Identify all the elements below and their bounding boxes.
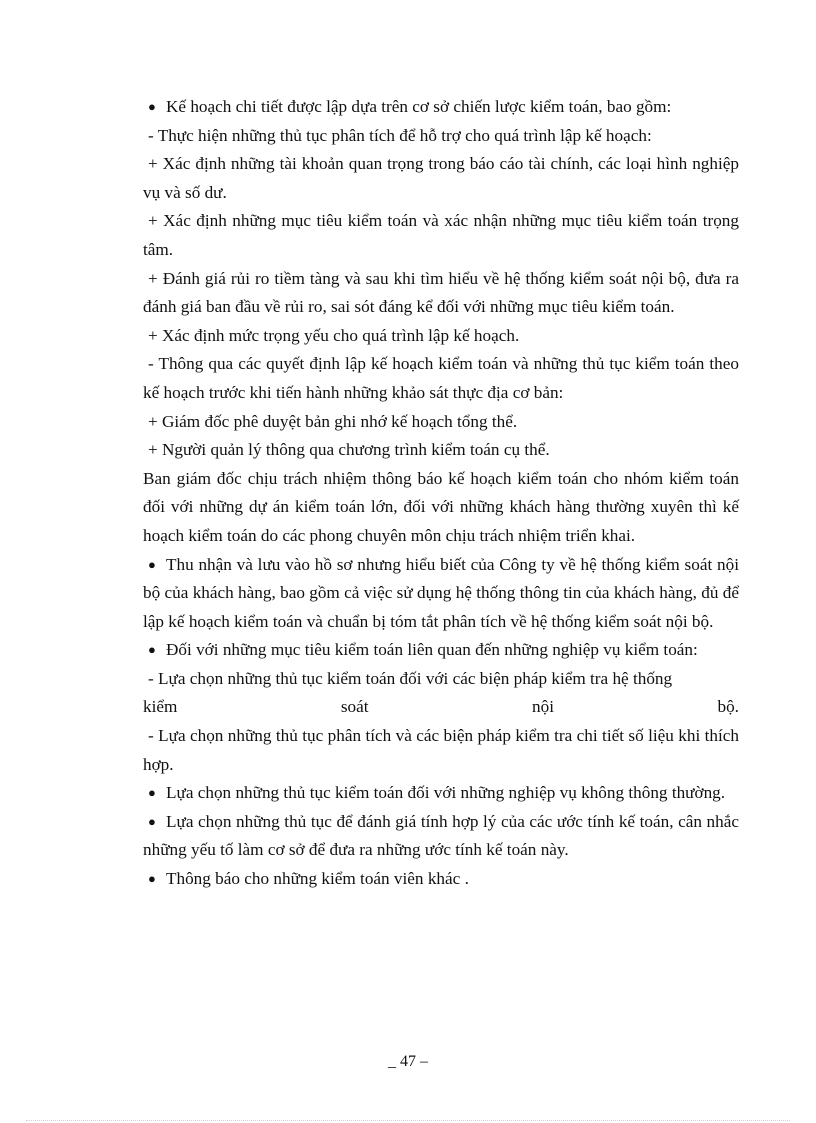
paragraph-text: Kế hoạch chi tiết được lập dựa trên cơ sở chiến lược kiểm toán, bao gồm: [166, 97, 672, 116]
spread-word: nội [532, 697, 554, 717]
bullet-paragraph [143, 865, 739, 894]
paragraph-text: - Lựa chọn những thủ tục phân tích và các biện pháp kiểm tra chi tiết số liệu khi thích hợp. [143, 726, 739, 774]
bullet-icon: ● [148, 642, 156, 658]
paragraph-text: Đối với những mục tiêu kiểm toán liên quan đến những nghiệp vụ kiểm toán: [166, 640, 698, 660]
paragraph-text: + Người quản lý thông qua chương trình kiểm toán cụ thể. [148, 440, 550, 460]
paragraph-text: + Xác định mức trọng yếu cho quá trình lập kế hoạch. [148, 325, 520, 345]
paragraph-text: - Thông qua các quyết định lập kế hoạch kiểm toán và những thủ tục kiểm toán theo kế hoạch trước khi tiến hành những khảo sát thực địa cơ bản: [143, 354, 739, 402]
bullet-paragraph [143, 636, 739, 665]
dash-paragraph [143, 122, 739, 151]
paragraph-text: Lựa chọn những thủ tục để đánh giá tính hợp lý của các ước tính kế toán, cân nhắc những yếu tố làm cơ sở để đưa ra những ước tính kế toán này. [143, 811, 739, 860]
paragraph-text: + Xác định những mục tiêu kiểm toán và xác nhận những mục tiêu kiểm toán trọng tâm. [143, 211, 739, 259]
bullet-paragraph [143, 93, 739, 122]
bullet-icon: ● [148, 99, 156, 114]
spread-word: bộ. [717, 697, 739, 717]
paragraph-text: Ban giám đốc chịu trách nhiệm thông báo kế hoạch kiểm toán cho nhóm kiểm toán đối với những dự án kiểm toán lớn, đối với những khách hàng thường xuyên thì kế hoạch kiểm toán do các phong chuyên môn chịu trách nhiệm triển khai. [143, 468, 739, 545]
plus-paragraph [143, 207, 739, 264]
bullet-icon: ● [148, 813, 156, 829]
page-number: _ 47 – [388, 1053, 428, 1070]
dash-paragraph [143, 350, 739, 407]
bullet-icon: ● [148, 556, 156, 572]
plus-paragraph [143, 322, 739, 351]
dash-paragraph [143, 722, 739, 779]
bullet-icon: ● [148, 871, 156, 887]
paragraph-text: + Giám đốc phê duyệt bản ghi nhớ kế hoạch tổng thể. [148, 411, 518, 431]
plus-paragraph [143, 436, 739, 465]
paragraph-text: - Thực hiện những thủ tục phân tích để hỗ trợ cho quá trình lập kế hoạch: [148, 125, 652, 145]
paragraph-text: + Xác định những tài khoản quan trọng trong báo cáo tài chính, các loại hình nghiệp vụ và số dư. [143, 154, 739, 202]
plain-paragraph [143, 465, 739, 551]
paragraph-text: - Lựa chọn những thủ tục kiểm toán đối với các biện pháp kiểm tra hệ thống [148, 668, 673, 688]
bullet-paragraph [143, 779, 739, 808]
paragraph-text: Thông báo cho những kiểm toán viên khác . [166, 869, 469, 889]
dash-paragraph [143, 665, 739, 694]
plus-paragraph [143, 150, 739, 207]
paragraph-text: Thu nhận và lưu vào hồ sơ nhưng hiểu biết của Công ty về hệ thống kiểm soát nội bộ của khách hàng, bao gồm cả việc sử dụng hệ thống thông tin của khách hàng, đủ để lập kế hoạch kiểm toán và chuẩn bị tóm tắt phân tích về hệ thống kiểm soát nội bộ. [143, 554, 739, 631]
bullet-paragraph [143, 551, 739, 637]
plus-paragraph [143, 265, 739, 322]
spread-word: kiểm [143, 697, 178, 717]
paragraph-text: Lựa chọn những thủ tục kiểm toán đối với những nghiệp vụ không thông thường. [166, 783, 726, 803]
spread-line [143, 693, 739, 722]
plus-paragraph [143, 408, 739, 437]
spread-word: soát [340, 697, 369, 717]
document-body [143, 93, 739, 894]
bullet-paragraph [143, 808, 739, 865]
paragraph-text: + Đánh giá rủi ro tiềm tàng và sau khi tìm hiểu về hệ thống kiểm soát nội bộ, đưa ra đánh giá ban đầu về rủi ro, sai sót đáng kể đối với những mục tiêu kiểm toán. [143, 268, 739, 317]
bullet-icon: ● [148, 785, 156, 801]
